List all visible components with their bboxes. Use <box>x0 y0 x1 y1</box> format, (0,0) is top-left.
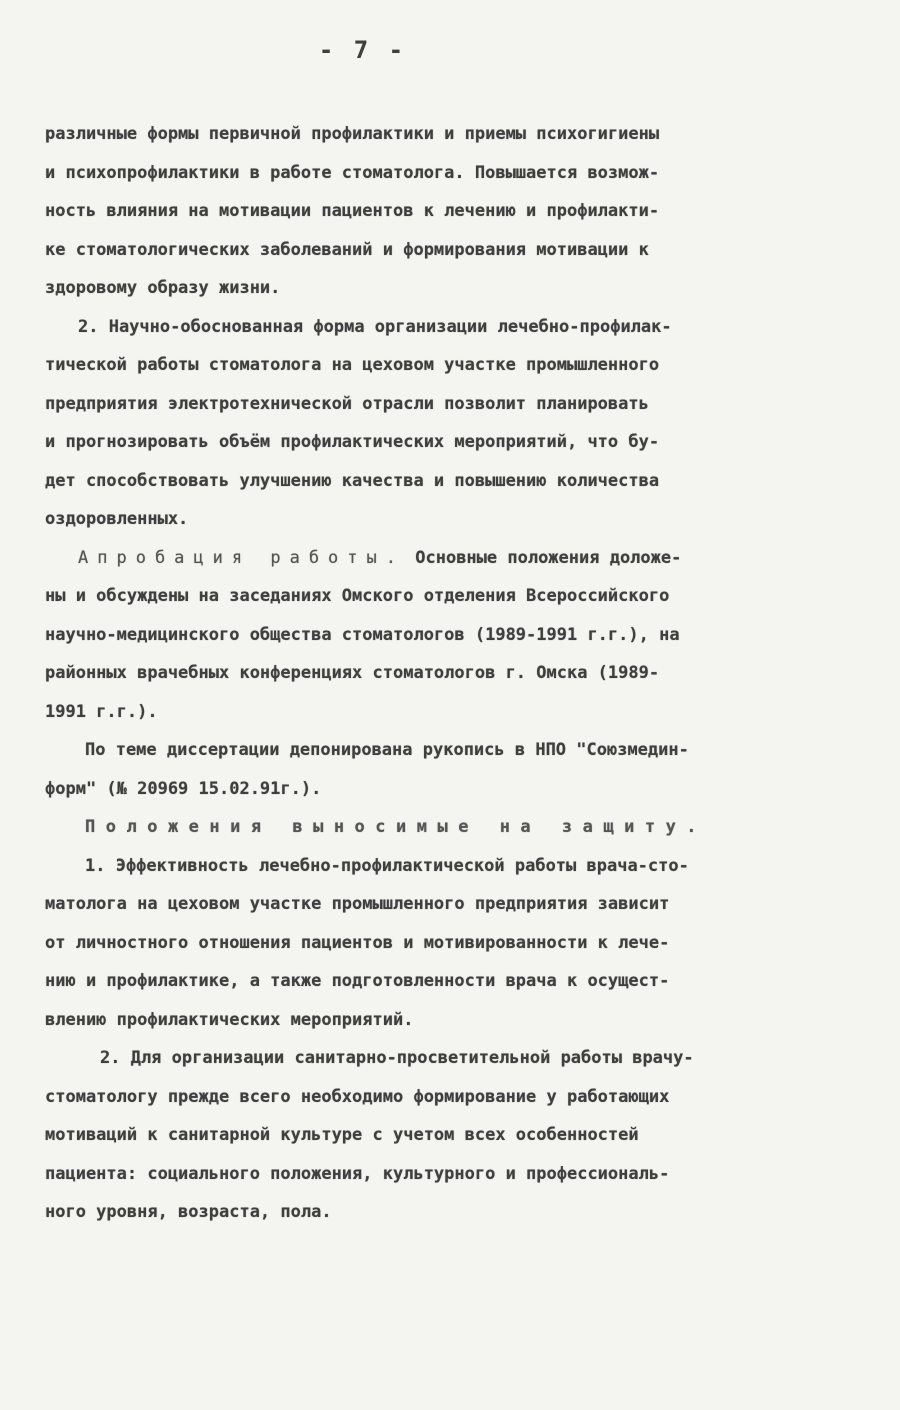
text-line: и прогнозировать объём профилактических мероприятий, что бу- <box>45 432 660 452</box>
text-line: и психопрофилактики в работе стоматолога. Повышается возмож- <box>45 162 660 183</box>
text-line: от личностного отношения пациентов и мотивированности к лече- <box>45 932 670 953</box>
section-heading: Положения выносимые на защиту. <box>85 817 708 837</box>
text-line: 2. Научно-обоснованная форма организации лечебно-профилак- <box>78 316 672 337</box>
text-line: предприятия электротехнической отрасли позволит планировать <box>45 393 649 414</box>
approbation-heading: Апробация работы. <box>78 547 405 568</box>
text-line: мотиваций к санитарной культуре с учетом всех особенностей <box>45 1125 639 1145</box>
text-line: влению профилактических мероприятий. <box>45 1009 414 1030</box>
text-line: здоровому образу жизни. <box>45 278 281 298</box>
paragraph-organization-form <box>45 308 860 539</box>
text-line: По теме диссертации депонирована рукопись в НПО "Союзмедин- <box>85 740 689 760</box>
text-line: пациента: социального положения, культурного и профессиональ- <box>45 1163 670 1184</box>
text-line: стоматологу прежде всего необходимо формирование у работающих <box>45 1086 670 1107</box>
text-line: научно-медицинского общества стоматологов (1989-1991 г.г.), на <box>45 624 680 645</box>
section-heading-wrapper <box>45 808 860 847</box>
text-line: 1991 г.г.). <box>45 701 158 722</box>
text-line: оздоровленных. <box>45 509 189 529</box>
text-line: ного уровня, возраста, пола. <box>45 1202 332 1222</box>
text-line <box>45 539 860 578</box>
text-line: районных врачебных конференциях стоматологов г. Омска (1989- <box>45 663 660 683</box>
text-line: различные формы первичной профилактики и приемы психогигиены <box>45 124 660 144</box>
text-line: форм" (№ 20969 15.02.91г.). <box>45 778 322 799</box>
text-line: матолога на цеховом участке промышленного предприятия зависит <box>45 894 670 914</box>
paragraph-deposit <box>45 731 860 808</box>
text-line: ны и обсуждены на заседаниях Омского отделения Всероссийского <box>45 586 670 606</box>
paragraph-prevention-forms <box>45 115 860 308</box>
approbation-first-line: Основные положения доложе- <box>415 547 682 568</box>
paragraph-point-1 <box>45 847 860 1040</box>
document-body <box>45 115 860 1232</box>
paragraph-point-2 <box>45 1039 860 1232</box>
text-line: 1. Эффективность лечебно-профилактической работы врача-сто- <box>85 855 689 876</box>
text-line: 2. Для организации санитарно-просветительной работы врачу- <box>100 1048 694 1068</box>
paragraph-approbation <box>45 539 860 732</box>
page-number: - 7 - <box>318 36 407 64</box>
text-line: ке стоматологических заболеваний и формирования мотивации к <box>45 239 649 260</box>
text-line: тической работы стоматолога на цеховом участке промышленного <box>45 355 660 375</box>
text-line: дет способствовать улучшению качества и повышению количества <box>45 470 660 491</box>
text-line: нию и профилактике, а также подготовленности врача к осущест- <box>45 971 670 991</box>
text-line: ность влияния на мотивации пациентов к лечению и профилакти- <box>45 201 660 221</box>
